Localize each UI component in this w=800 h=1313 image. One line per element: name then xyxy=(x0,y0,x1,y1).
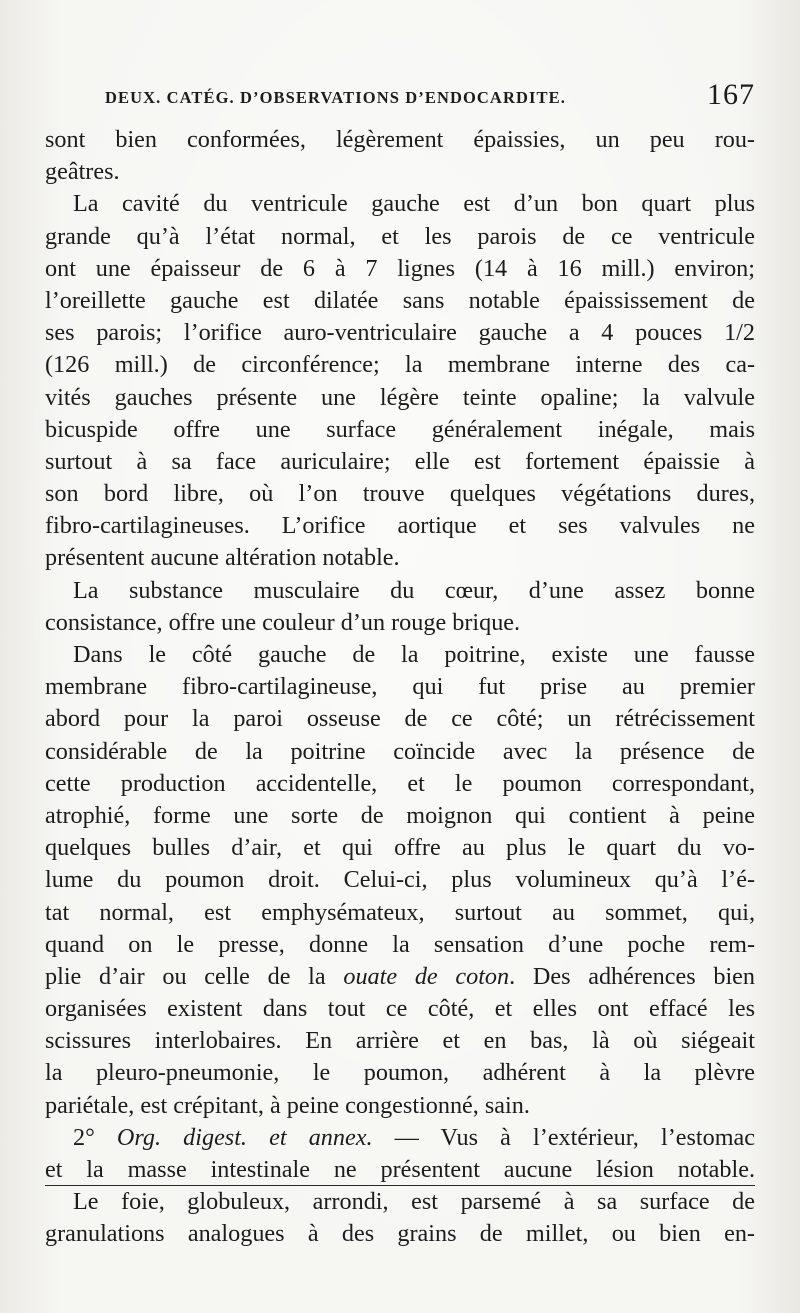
text-line: organisées existent dans tout ce côté, et elles ont effacé les xyxy=(45,995,755,1023)
text-line: 2° Org. digest. et annex. — Vus à l’extérieur, l’estomac xyxy=(73,1123,755,1151)
text-line: sont bien conformées, légèrement épaissies, un peu rou- xyxy=(45,126,755,153)
text-line: vités gauches présente une légère teinte opaline; la valvule xyxy=(45,383,755,411)
text-line: (126 mill.) de circonférence; la membrane interne des ca- xyxy=(45,351,755,379)
text-line: et la masse intestinale ne présentent aucune lésion notable. xyxy=(45,1154,755,1186)
text-line: ont une épaisseur de 6 à 7 lignes (14 à 16 mill.) environ; xyxy=(45,254,755,282)
text-line: grande qu’à l’état normal, et les parois de ce ventricule xyxy=(45,222,755,250)
page-number: 167 xyxy=(707,78,755,111)
text-line: granulations analogues à des grains de millet, ou bien en- xyxy=(45,1220,755,1248)
text-line: Dans le côté gauche de la poitrine, existe une fausse xyxy=(73,641,755,668)
text-line: membrane fibro-cartilagineuse, qui fut prise au premier xyxy=(45,673,755,701)
running-title: DEUX. CATÉG. D’OBSERVATIONS D’ENDOCARDITE. xyxy=(105,88,566,107)
text-line: bicuspide offre une surface généralement inégale, mais xyxy=(45,415,755,443)
text-line: scissures interlobaires. En arrière et en bas, là où siégeait xyxy=(45,1027,755,1055)
text-line: plie d’air ou celle de la ouate de coton. Des adhérences bien xyxy=(45,962,755,990)
text-line: surtout à sa face auriculaire; elle est fortement épaissie à xyxy=(45,447,755,475)
text-line: pariétale, est crépitant, à peine congestionné, sain. xyxy=(45,1091,530,1119)
text-line: consistance, offre une couleur d’un rouge brique. xyxy=(45,608,521,636)
text-line: abord pour la paroi osseuse de ce côté; un rétrécissement xyxy=(45,705,755,733)
text-line: quelques bulles d’air, et qui offre au plus le quart du vo- xyxy=(45,834,755,862)
text-line: l’oreillette gauche est dilatée sans notable épaississement de xyxy=(45,286,755,314)
italic-phrase: Org. digest. et annex. xyxy=(116,1123,373,1151)
text-line: considérable de la poitrine coïncide avec la présence de xyxy=(45,737,755,765)
text-line: geâtres. xyxy=(45,158,120,186)
italic-phrase: ouate de coton xyxy=(343,962,510,990)
text-line: son bord libre, où l’on trouve quelques végétations dures, xyxy=(45,480,755,508)
text-line: Le foie, globuleux, arrondi, est parsemé à sa surface de xyxy=(73,1188,755,1215)
text-line: La cavité du ventricule gauche est d’un bon quart plus xyxy=(73,190,755,218)
text-line: tat normal, est emphysémateux, surtout au sommet, qui, xyxy=(45,898,755,926)
body-text xyxy=(45,124,755,1250)
text-line: atrophié, forme une sorte de moignon qui contient à peine xyxy=(45,801,755,829)
text-line: cette production accidentelle, et le poumon correspondant, xyxy=(45,769,755,797)
text-line: présentent aucune altération notable. xyxy=(45,544,400,572)
text-line: la pleuro-pneumonie, le poumon, adhérent à la plèvre xyxy=(45,1059,755,1087)
text-line: quand on le presse, donne la sensation d’une poche rem- xyxy=(45,930,755,958)
text-line: lume du poumon droit. Celui-ci, plus volumineux qu’à l’é- xyxy=(45,866,755,894)
text-line: fibro-cartilagineuses. L’orifice aortique et ses valvules ne xyxy=(45,512,755,540)
page-header xyxy=(105,80,755,116)
text-line: La substance musculaire du cœur, d’une assez bonne xyxy=(73,576,755,604)
text-line: ses parois; l’orifice auro-ventriculaire gauche a 4 pouces 1/2 xyxy=(45,319,755,347)
